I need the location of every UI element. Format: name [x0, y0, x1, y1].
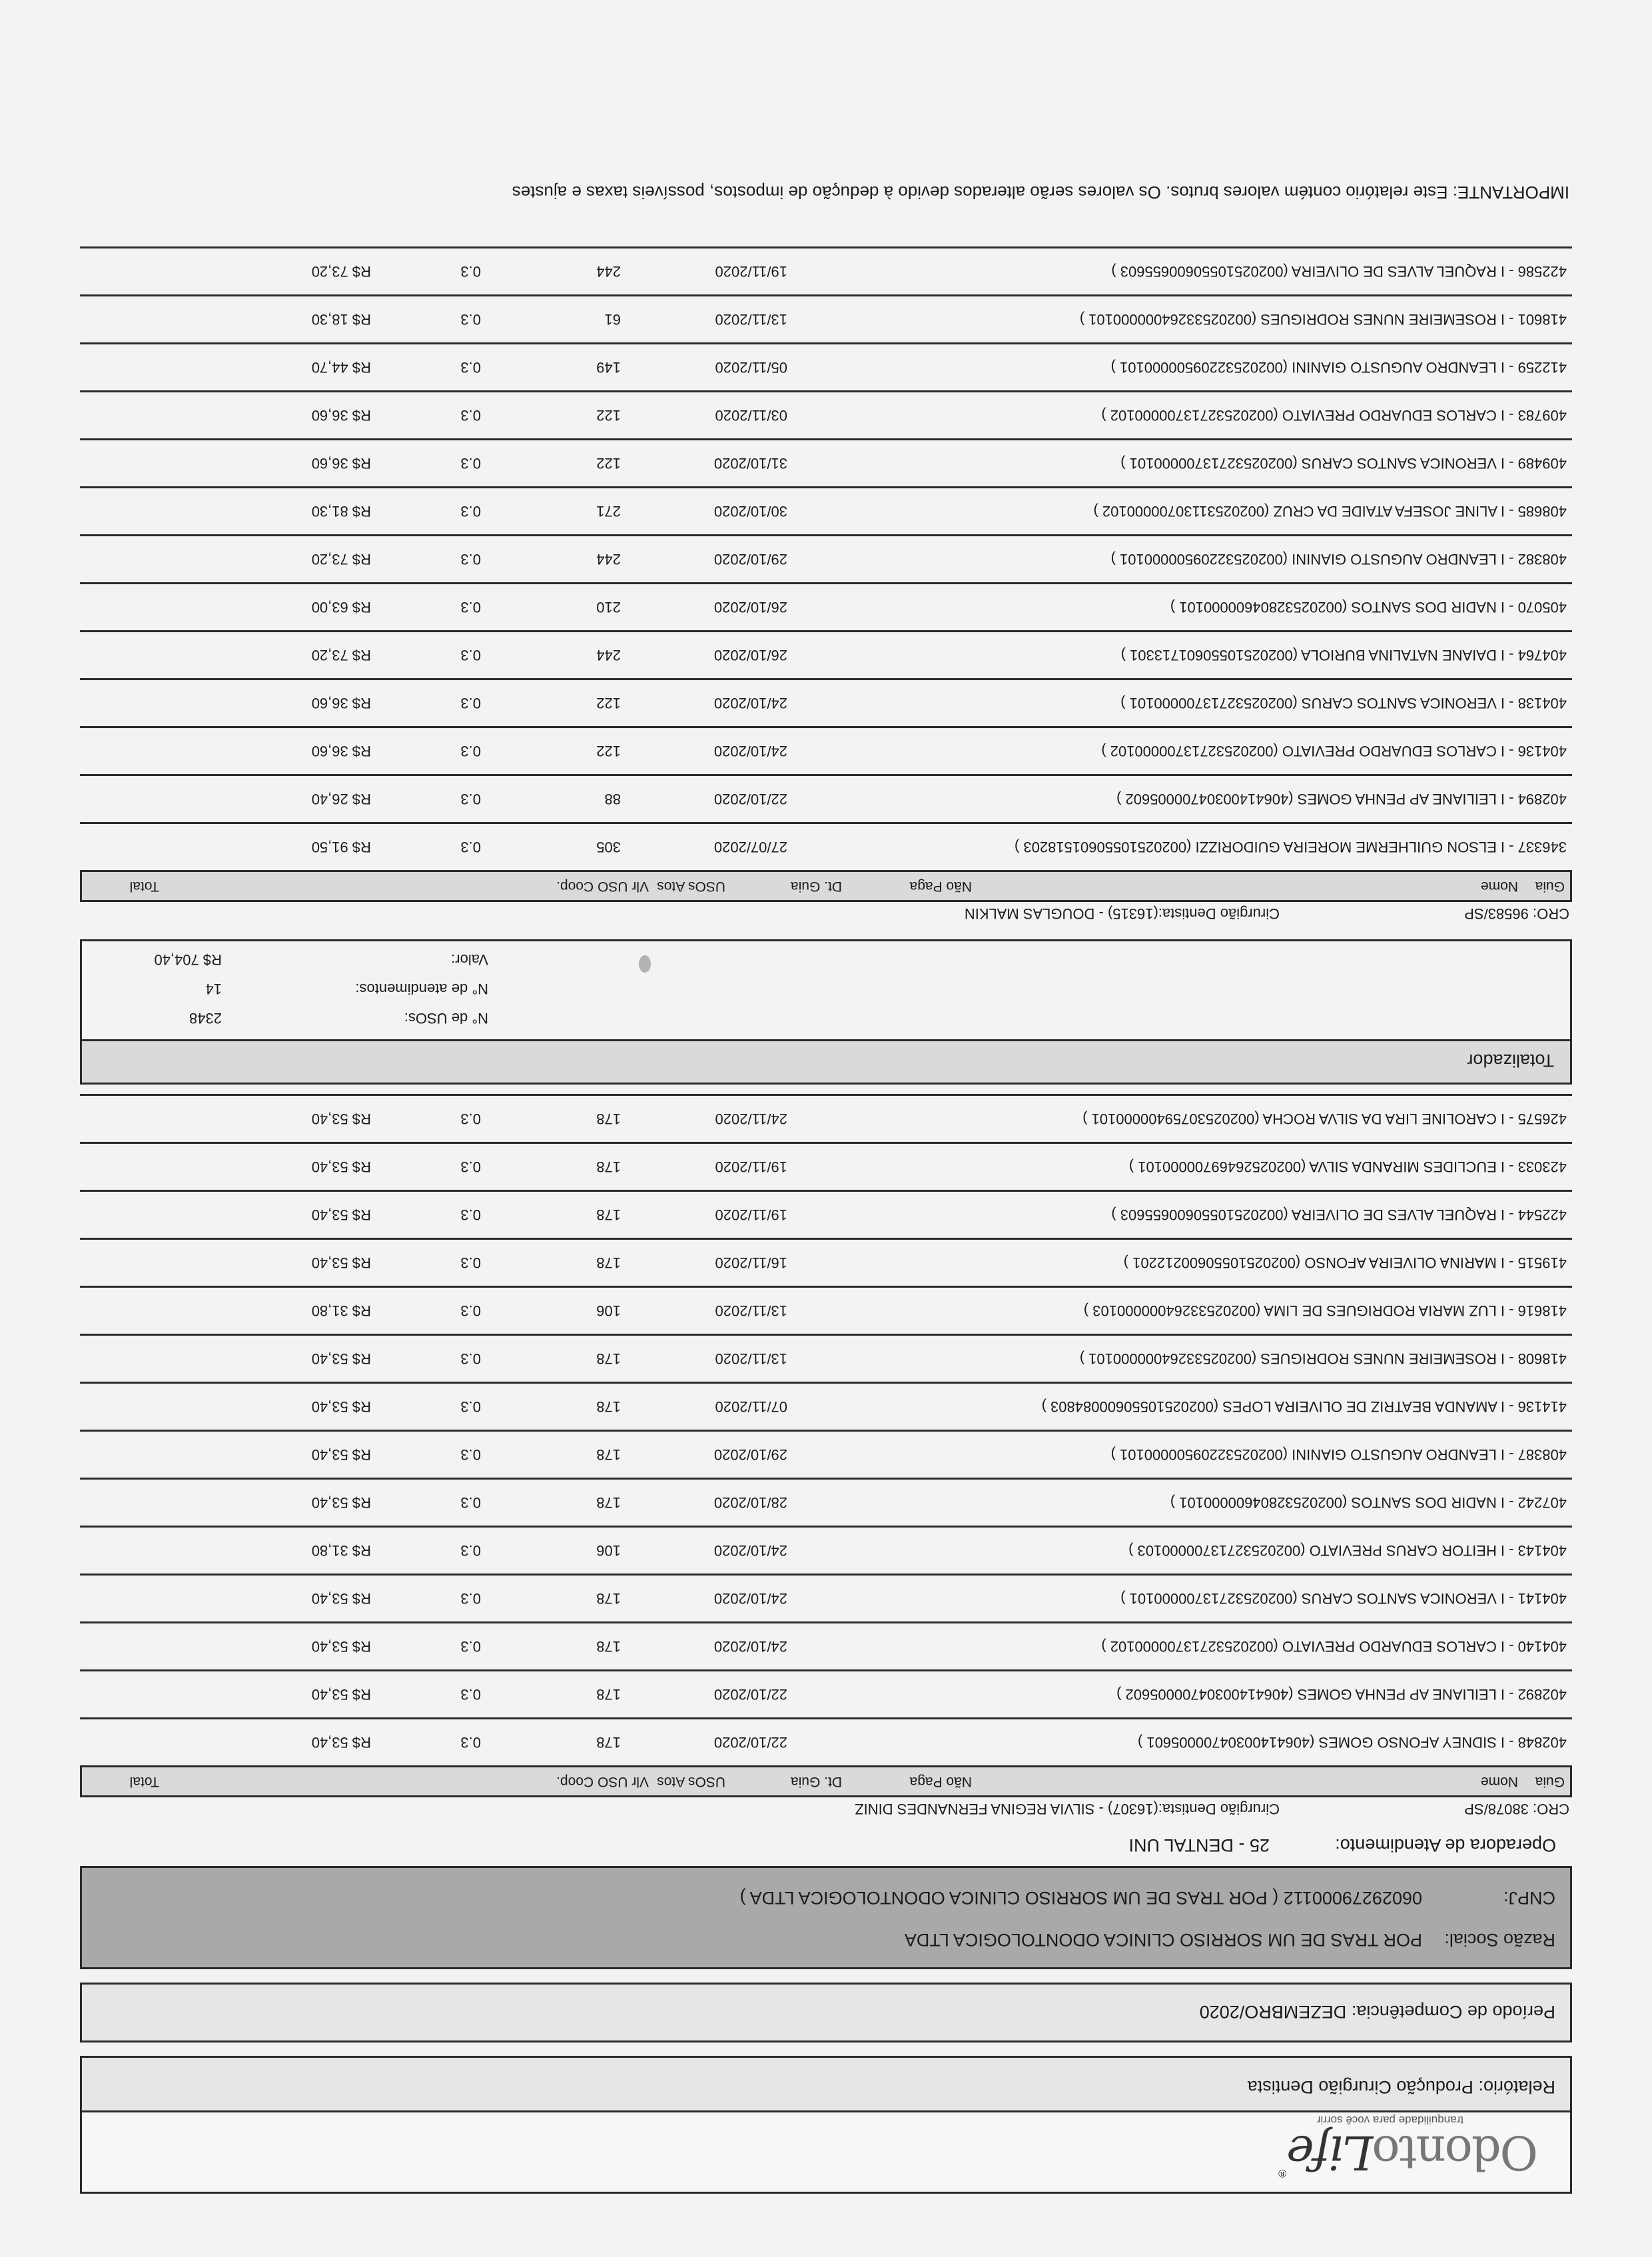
razao-social-value: POR TRAS DE UM SORRISO CLINICA ODONTOLOGICA LTDA [904, 1930, 1422, 1950]
dentist-name: Cirurgião Dentista:(16307) - SILVIA REGINA FERNANDES DINIZ [855, 1801, 1280, 1817]
guia-cell: 408685 - I ALINE JOSEFA ATAIDE DA CRUZ (00202531130700000102 ) [1093, 503, 1567, 520]
guia-cell: 407242 - I NADIR DOS SANTOS (00202532804600000101 ) [1170, 1494, 1567, 1512]
guia-cell: 402894 - I LEILIANE AP PENHA GOMES (40641400304700005602 ) [1116, 791, 1567, 808]
coop-cell: 0.3 [460, 1686, 481, 1703]
col-nao-paga: Não Paga [909, 1774, 972, 1789]
table-row [80, 1094, 1572, 1142]
col-dt-guia: Dt. Guia [790, 1774, 842, 1789]
table-row [80, 1574, 1572, 1621]
coop-cell: 0.3 [460, 1398, 481, 1416]
guia-cell: 419515 - I MARINA OLIVEIRA AFONSO (00202510550600212201 ) [1123, 1254, 1567, 1272]
coop-cell: 0.3 [460, 1638, 481, 1655]
date-cell: 22/10/2020 [713, 1734, 787, 1751]
cro-number: CRO: 96583/SP [1464, 905, 1569, 922]
table-row [80, 1430, 1572, 1478]
table-row [80, 822, 1572, 870]
coop-cell: 0.3 [460, 407, 481, 424]
usos-cell: 178 [596, 1734, 621, 1751]
col-nome: Nome [1480, 1774, 1518, 1789]
total-cell: R$ 81,30 [311, 503, 371, 520]
col-usos-atos: USOs Atos [657, 879, 725, 894]
dentist-section-1 [80, 939, 1572, 1817]
cnpj-label: CNPJ: [1503, 1888, 1555, 1908]
total-cell: R$ 36,60 [311, 407, 371, 424]
total-cell: R$ 53,40 [311, 1350, 371, 1368]
date-cell: 13/11/2020 [715, 1350, 787, 1368]
section-header [80, 905, 1572, 922]
coop-cell: 0.3 [460, 311, 481, 328]
usos-label: N° de USOs: [404, 1010, 488, 1027]
usos-cell: 178 [596, 1686, 621, 1703]
guia-cell: 422586 - I RAQUEL ALVES DE OLIVEIRA (00202510550600655603 ) [1111, 263, 1567, 280]
guia-cell: 404143 - I HEITOR CARUS PREVIATO (00202532713700000103 ) [1128, 1542, 1567, 1560]
coop-cell: 0.3 [460, 1254, 481, 1272]
cro-number: CRO: 38078/SP [1464, 1801, 1569, 1817]
table-row [80, 1526, 1572, 1574]
table-row [80, 1286, 1572, 1334]
usos-cell: 178 [596, 1494, 621, 1512]
date-cell: 05/11/2020 [715, 359, 787, 376]
total-cell: R$ 53,40 [311, 1734, 371, 1751]
column-header [80, 1765, 1572, 1797]
table-row [80, 1621, 1572, 1669]
usos-cell: 178 [596, 1590, 621, 1607]
total-cell: R$ 44,70 [311, 359, 371, 376]
table-row [80, 630, 1572, 678]
date-cell: 27/07/2020 [713, 839, 787, 856]
guia-cell: 408387 - I LEANDRO AUGUSTO GIANINI (00202532209500000101 ) [1110, 1446, 1567, 1464]
usos-cell: 88 [604, 791, 621, 808]
coop-cell: 0.3 [460, 839, 481, 856]
date-cell: 28/10/2020 [713, 1494, 787, 1512]
usos-value: 2348 [189, 1010, 222, 1027]
total-cell: R$ 31,80 [311, 1302, 371, 1320]
date-cell: 26/10/2020 [713, 599, 787, 616]
coop-cell: 0.3 [460, 263, 481, 280]
operadora-line [80, 1835, 1572, 1855]
column-header [80, 870, 1572, 902]
guia-cell: 418616 - I LUZ MARIA RODRIGUES DE LIMA (00202533264000000103 ) [1083, 1302, 1567, 1320]
total-cell: R$ 53,40 [311, 1398, 371, 1416]
logo-main: Odonto [1373, 2125, 1538, 2180]
date-cell: 24/10/2020 [713, 1542, 787, 1560]
total-cell: R$ 53,40 [311, 1590, 371, 1607]
col-usos-atos: USOs Atos [657, 1774, 725, 1789]
logo-tagline: tranquilidade para você sorrir [1316, 2114, 1463, 2126]
col-vlr-uso-coop: Vlr USO Coop. [556, 879, 649, 894]
coop-cell: 0.3 [460, 1111, 481, 1128]
valor-value: R$ 704,40 [154, 951, 222, 968]
total-cell: R$ 53,40 [311, 1254, 371, 1272]
guia-cell: 346337 - I ELSON GUILHERME MOREIRA GUIDORIZZI (00202510550601518203 ) [1014, 839, 1567, 856]
totalizer-atendimentos [98, 974, 1554, 1003]
date-cell: 19/11/2020 [715, 1158, 787, 1176]
date-cell: 16/11/2020 [715, 1254, 787, 1272]
usos-cell: 305 [596, 839, 621, 856]
section-header [80, 1800, 1572, 1817]
table-row [80, 246, 1572, 294]
total-cell: R$ 18,30 [311, 311, 371, 328]
date-cell: 24/11/2020 [715, 1111, 787, 1128]
valor-label: Valor: [451, 951, 488, 968]
total-cell: R$ 26,40 [311, 791, 371, 808]
table-row [80, 486, 1572, 534]
scan-smudge [639, 955, 651, 973]
usos-cell: 178 [596, 1638, 621, 1655]
guia-cell: 404140 - I CARLOS EDUARDO PREVIATO (00202532713700000102 ) [1101, 1638, 1567, 1655]
report-title-box [80, 2056, 1572, 2110]
total-cell: R$ 53,40 [311, 1494, 371, 1512]
date-cell: 30/10/2020 [713, 503, 787, 520]
col-total: Total [129, 1774, 159, 1789]
coop-cell: 0.3 [460, 695, 481, 712]
coop-cell: 0.3 [460, 743, 481, 760]
table-row [80, 1238, 1572, 1286]
guia-cell: 409489 - I VERONICA SANTOS CARUS (00202532713700000101 ) [1120, 455, 1567, 472]
usos-cell: 106 [596, 1302, 621, 1320]
usos-cell: 271 [596, 503, 621, 520]
guia-cell: 404141 - I VERONICA SANTOS CARUS (00202532713700000101 ) [1120, 1590, 1567, 1607]
usos-cell: 178 [596, 1398, 621, 1416]
guia-cell: 404138 - I VERONICA SANTOS CARUS (00202532713700000101 ) [1120, 695, 1567, 712]
table-row [80, 294, 1572, 342]
logo-accent: Life [1288, 2125, 1374, 2180]
total-cell: R$ 36,60 [311, 743, 371, 760]
table-row [80, 1382, 1572, 1430]
usos-cell: 210 [596, 599, 621, 616]
coop-cell: 0.3 [460, 791, 481, 808]
total-cell: R$ 53,40 [311, 1446, 371, 1464]
total-cell: R$ 53,40 [311, 1111, 371, 1128]
guia-cell: 405070 - I NADIR DOS SANTOS (00202532804600000101 ) [1170, 599, 1567, 616]
registered-icon: ® [1278, 2167, 1288, 2180]
coop-cell: 0.3 [460, 647, 481, 664]
date-cell: 29/10/2020 [713, 551, 787, 568]
coop-cell: 0.3 [460, 599, 481, 616]
date-cell: 19/11/2020 [715, 1206, 787, 1224]
guia-cell: 402892 - I LEILIANE AP PENHA GOMES (40641400304700005602 ) [1116, 1686, 1567, 1703]
date-cell: 24/10/2020 [713, 1638, 787, 1655]
date-cell: 24/10/2020 [713, 743, 787, 760]
usos-cell: 178 [596, 1111, 621, 1128]
date-cell: 26/10/2020 [713, 647, 787, 664]
coop-cell: 0.3 [460, 1446, 481, 1464]
coop-cell: 0.3 [460, 1542, 481, 1560]
usos-cell: 61 [604, 311, 621, 328]
table-row [80, 774, 1572, 822]
operadora-label: Operadora de Atendimento: [1335, 1835, 1556, 1855]
usos-cell: 244 [596, 551, 621, 568]
date-cell: 24/10/2020 [713, 695, 787, 712]
table-row [80, 438, 1572, 486]
usos-cell: 178 [596, 1350, 621, 1368]
razao-social-label: Razão Social: [1444, 1930, 1555, 1950]
guia-cell: 422544 - I RAQUEL ALVES DE OLIVEIRA (00202510550600655603 ) [1111, 1206, 1567, 1224]
date-cell: 29/10/2020 [713, 1446, 787, 1464]
table-row [80, 678, 1572, 726]
table-row [80, 390, 1572, 438]
col-nao-paga: Não Paga [909, 879, 972, 894]
guia-cell: 418601 - I ROSEMEIRE NUNES RODRIGUES (00202533264000000101 ) [1079, 311, 1567, 328]
table-row [80, 1478, 1572, 1526]
coop-cell: 0.3 [460, 455, 481, 472]
report-label: Relatório: [1478, 2077, 1555, 2097]
coop-cell: 0.3 [460, 359, 481, 376]
totalizer-usos [98, 1003, 1554, 1033]
coop-cell: 0.3 [460, 551, 481, 568]
coop-cell: 0.3 [460, 1494, 481, 1512]
guia-cell: 418608 - I ROSEMEIRE NUNES RODRIGUES (00202533264000000101 ) [1079, 1350, 1567, 1368]
col-guia: Guia [1535, 1774, 1565, 1789]
guia-cell: 409783 - I CARLOS EDUARDO PREVIATO (00202532713700000102 ) [1101, 407, 1567, 424]
total-cell: R$ 36,60 [311, 455, 371, 472]
date-cell: 07/11/2020 [715, 1398, 787, 1416]
operadora-value: 25 - DENTAL UNI [1128, 1835, 1270, 1855]
total-cell: R$ 91,50 [311, 839, 371, 856]
date-cell: 13/11/2020 [715, 1302, 787, 1320]
total-cell: R$ 73,20 [311, 647, 371, 664]
col-vlr-uso-coop: Vlr USO Coop. [556, 1774, 649, 1789]
usos-cell: 244 [596, 263, 621, 280]
usos-cell: 178 [596, 1446, 621, 1464]
atendimentos-value: 14 [205, 981, 222, 997]
date-cell: 19/11/2020 [715, 263, 787, 280]
coop-cell: 0.3 [460, 1350, 481, 1368]
total-cell: R$ 53,40 [311, 1206, 371, 1224]
coop-cell: 0.3 [460, 1158, 481, 1176]
company-box [80, 1866, 1572, 1969]
table-row [80, 1717, 1572, 1765]
guia-cell: 404136 - I CARLOS EDUARDO PREVIATO (00202532713700000102 ) [1101, 743, 1567, 760]
date-cell: 22/10/2020 [713, 791, 787, 808]
totalizer-header [80, 1039, 1572, 1085]
totalizer-body [80, 939, 1572, 1039]
odontolife-logo [1278, 2125, 1538, 2180]
guia-cell: 426575 - I CAROLINE LIRA DA SILVA ROCHA (00202530759400000101 ) [1082, 1111, 1567, 1128]
rows-1 [80, 1094, 1572, 1765]
col-guia: Guia [1535, 879, 1565, 894]
logo-header [80, 2110, 1572, 2194]
dentist-name: Cirurgião Dentista:(16315) - DOUGLAS MALKIN [964, 905, 1280, 922]
col-total: Total [129, 879, 159, 894]
table-row [80, 1190, 1572, 1238]
usos-cell: 149 [596, 359, 621, 376]
guia-cell: 408382 - I LEANDRO AUGUSTO GIANINI (00202532209500000101 ) [1110, 551, 1567, 568]
guia-cell: 412259 - I LEANDRO AUGUSTO GIANINI (00202532209500000101 ) [1110, 359, 1567, 376]
usos-cell: 122 [596, 455, 621, 472]
important-note: IMPORTANTE: Este relatório contém valores brutos. Os valores serão alterados devido à dedução de impostos, possíveis taxas e ajustes [512, 183, 1569, 203]
total-cell: R$ 73,20 [311, 263, 371, 280]
guia-cell: 414136 - I AMANDA BEATRIZ DE OLIVEIRA LOPES (00202510550600084803 ) [1041, 1398, 1567, 1416]
date-cell: 22/10/2020 [713, 1686, 787, 1703]
report-sheet [80, 182, 1572, 2194]
guia-cell: 404764 - I DAIANE NATALINA BURIOLA (00202510550601713301 ) [1120, 647, 1567, 664]
report-value: Produção Cirurgião Dentista [1247, 2077, 1473, 2097]
total-cell: R$ 53,40 [311, 1158, 371, 1176]
col-dt-guia: Dt. Guia [790, 879, 842, 894]
total-cell: R$ 53,40 [311, 1638, 371, 1655]
usos-cell: 244 [596, 647, 621, 664]
total-cell: R$ 53,40 [311, 1686, 371, 1703]
table-row [80, 1669, 1572, 1717]
total-cell: R$ 36,60 [311, 695, 371, 712]
table-row [80, 342, 1572, 390]
total-cell: R$ 73,20 [311, 551, 371, 568]
date-cell: 31/10/2020 [713, 455, 787, 472]
guia-cell: 402848 - I SIDNEY AFONSO GOMES (40641400304700005601 ) [1137, 1734, 1567, 1751]
table-row [80, 1334, 1572, 1382]
coop-cell: 0.3 [460, 1302, 481, 1320]
coop-cell: 0.3 [460, 1206, 481, 1224]
totalizer-valor [98, 945, 1554, 974]
dentist-section-2 [80, 246, 1572, 922]
usos-cell: 178 [596, 1206, 621, 1224]
coop-cell: 0.3 [460, 503, 481, 520]
table-row [80, 726, 1572, 774]
coop-cell: 0.3 [460, 1590, 481, 1607]
table-row [80, 582, 1572, 630]
guia-cell: 423033 - I EUCLIDES MIRANDA SILVA (00202526469700000101 ) [1128, 1158, 1567, 1176]
usos-cell: 178 [596, 1254, 621, 1272]
table-row [80, 534, 1572, 582]
atendimentos-label: N° de atendimentos: [355, 981, 488, 997]
totalizer-title: Totalizador [1467, 1051, 1554, 1071]
date-cell: 13/11/2020 [715, 311, 787, 328]
total-cell: R$ 63,00 [311, 599, 371, 616]
period-value: DEZEMBRO/2020 [1199, 2002, 1347, 2022]
coop-cell: 0.3 [460, 1734, 481, 1751]
col-nome: Nome [1480, 879, 1518, 894]
rows-2 [80, 246, 1572, 870]
table-row [80, 1142, 1572, 1190]
usos-cell: 106 [596, 1542, 621, 1560]
usos-cell: 178 [596, 1158, 621, 1176]
period-box [80, 1983, 1572, 2042]
total-cell: R$ 31,80 [311, 1542, 371, 1560]
usos-cell: 122 [596, 407, 621, 424]
date-cell: 03/11/2020 [715, 407, 787, 424]
date-cell: 24/10/2020 [713, 1590, 787, 1607]
usos-cell: 122 [596, 695, 621, 712]
usos-cell: 122 [596, 743, 621, 760]
period-label: Período de Competência: [1351, 2002, 1555, 2022]
cnpj-value: 06029279000112 ( POR TRAS DE UM SORRISO CLINICA ODONTOLOGICA LTDA ) [739, 1888, 1422, 1908]
